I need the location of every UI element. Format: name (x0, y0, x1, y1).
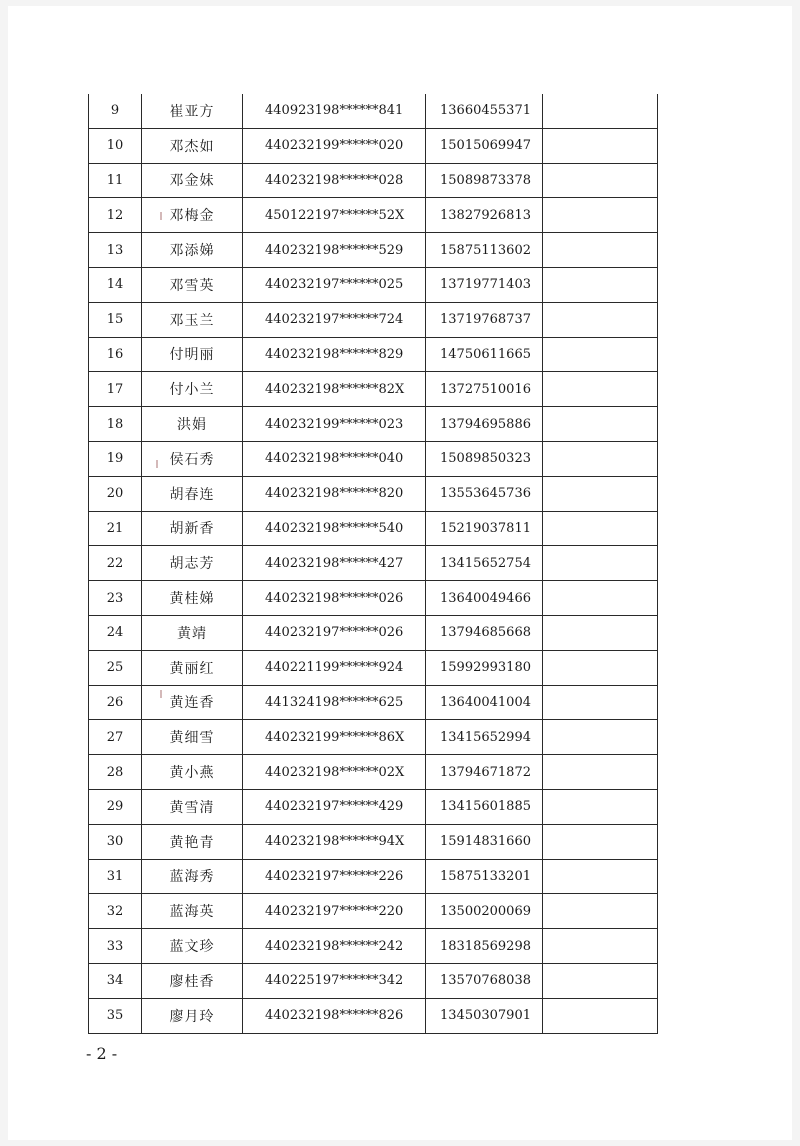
id-number: 440232199******020 (243, 128, 426, 163)
note-cell (543, 720, 658, 755)
person-name: 廖桂香 (142, 963, 243, 998)
table-row (89, 372, 658, 407)
row-index: 21 (89, 511, 142, 546)
table-row (89, 476, 658, 511)
phone-number: 13727510016 (426, 372, 543, 407)
phone-number: 15089850323 (426, 441, 543, 476)
table-row (89, 859, 658, 894)
person-name: 胡春连 (142, 476, 243, 511)
phone-number: 15219037811 (426, 511, 543, 546)
person-name: 黄小燕 (142, 755, 243, 790)
note-cell (543, 198, 658, 233)
person-name: 黄艳青 (142, 824, 243, 859)
table-row (89, 929, 658, 964)
id-number: 440232197******226 (243, 859, 426, 894)
person-name: 邓雪英 (142, 267, 243, 302)
note-cell (543, 94, 658, 128)
table-row (89, 894, 658, 929)
note-cell (543, 824, 658, 859)
row-index: 30 (89, 824, 142, 859)
phone-number: 13640041004 (426, 685, 543, 720)
person-name: 蓝海秀 (142, 859, 243, 894)
phone-number: 14750611665 (426, 337, 543, 372)
id-number: 440232197******220 (243, 894, 426, 929)
phone-number: 13827926813 (426, 198, 543, 233)
table-row (89, 441, 658, 476)
id-number: 450122197******52X (243, 198, 426, 233)
person-name: 付小兰 (142, 372, 243, 407)
phone-number: 13450307901 (426, 998, 543, 1033)
id-number: 440232198******540 (243, 511, 426, 546)
table-row (89, 94, 658, 128)
table-row (89, 267, 658, 302)
note-cell (543, 476, 658, 511)
note-cell (543, 267, 658, 302)
note-cell (543, 929, 658, 964)
row-index: 17 (89, 372, 142, 407)
note-cell (543, 615, 658, 650)
person-name: 蓝海英 (142, 894, 243, 929)
id-number: 440221199******924 (243, 650, 426, 685)
scan-speck (160, 212, 162, 220)
note-cell (543, 407, 658, 442)
row-index: 14 (89, 267, 142, 302)
table-row (89, 789, 658, 824)
table-row (89, 407, 658, 442)
row-index: 20 (89, 476, 142, 511)
row-index: 26 (89, 685, 142, 720)
note-cell (543, 546, 658, 581)
phone-number: 13640049466 (426, 581, 543, 616)
id-number: 440232198******242 (243, 929, 426, 964)
note-cell (543, 998, 658, 1033)
row-index: 19 (89, 441, 142, 476)
person-name: 邓玉兰 (142, 302, 243, 337)
id-number: 440923198******841 (243, 94, 426, 128)
row-index: 16 (89, 337, 142, 372)
note-cell (543, 302, 658, 337)
page-number: - 2 - (86, 1044, 118, 1063)
note-cell (543, 789, 658, 824)
row-index: 15 (89, 302, 142, 337)
table-row (89, 163, 658, 198)
row-index: 32 (89, 894, 142, 929)
row-index: 10 (89, 128, 142, 163)
note-cell (543, 511, 658, 546)
note-cell (543, 337, 658, 372)
id-number: 440232198******820 (243, 476, 426, 511)
person-name: 胡志芳 (142, 546, 243, 581)
person-name: 黄丽红 (142, 650, 243, 685)
phone-number: 13415652754 (426, 546, 543, 581)
row-index: 34 (89, 963, 142, 998)
table-row (89, 233, 658, 268)
row-index: 28 (89, 755, 142, 790)
person-name: 黄连香 (142, 685, 243, 720)
id-number: 440232198******040 (243, 441, 426, 476)
person-name: 黄靖 (142, 615, 243, 650)
phone-number: 13719768737 (426, 302, 543, 337)
note-cell (543, 581, 658, 616)
id-number: 440232198******826 (243, 998, 426, 1033)
note-cell (543, 233, 658, 268)
person-name: 洪娟 (142, 407, 243, 442)
row-index: 33 (89, 929, 142, 964)
phone-number: 13794695886 (426, 407, 543, 442)
note-cell (543, 685, 658, 720)
id-number: 440232198******82X (243, 372, 426, 407)
note-cell (543, 441, 658, 476)
scan-speck (156, 460, 158, 468)
table-row (89, 998, 658, 1033)
table-row (89, 581, 658, 616)
table-row (89, 720, 658, 755)
person-name: 崔亚方 (142, 94, 243, 128)
id-number: 440232199******023 (243, 407, 426, 442)
phone-number: 13415601885 (426, 789, 543, 824)
phone-number: 13553645736 (426, 476, 543, 511)
id-number: 440232198******94X (243, 824, 426, 859)
person-name: 邓梅金 (142, 198, 243, 233)
row-index: 35 (89, 998, 142, 1033)
note-cell (543, 894, 658, 929)
table-row (89, 337, 658, 372)
row-index: 18 (89, 407, 142, 442)
person-name: 邓添娣 (142, 233, 243, 268)
person-name: 廖月玲 (142, 998, 243, 1033)
phone-number: 15875113602 (426, 233, 543, 268)
table-row (89, 302, 658, 337)
phone-number: 18318569298 (426, 929, 543, 964)
phone-number: 13570768038 (426, 963, 543, 998)
table-row (89, 198, 658, 233)
id-number: 440232197******025 (243, 267, 426, 302)
table-row (89, 650, 658, 685)
phone-number: 13500200069 (426, 894, 543, 929)
phone-number: 13660455371 (426, 94, 543, 128)
person-name: 黄桂娣 (142, 581, 243, 616)
id-number: 440232197******026 (243, 615, 426, 650)
note-cell (543, 128, 658, 163)
phone-number: 15089873378 (426, 163, 543, 198)
id-number: 440232197******429 (243, 789, 426, 824)
table-row (89, 615, 658, 650)
id-number: 440232198******02X (243, 755, 426, 790)
id-number: 440232198******427 (243, 546, 426, 581)
note-cell (543, 372, 658, 407)
person-name: 侯石秀 (142, 441, 243, 476)
table-row (89, 128, 658, 163)
phone-number: 15914831660 (426, 824, 543, 859)
row-index: 11 (89, 163, 142, 198)
row-index: 23 (89, 581, 142, 616)
note-cell (543, 755, 658, 790)
roster-table (88, 94, 658, 1034)
row-index: 29 (89, 789, 142, 824)
id-number: 440225197******342 (243, 963, 426, 998)
phone-number: 15015069947 (426, 128, 543, 163)
person-name: 胡新香 (142, 511, 243, 546)
row-index: 27 (89, 720, 142, 755)
phone-number: 13794685668 (426, 615, 543, 650)
phone-number: 15992993180 (426, 650, 543, 685)
row-index: 12 (89, 198, 142, 233)
person-name: 邓金妹 (142, 163, 243, 198)
row-index: 31 (89, 859, 142, 894)
roster-table-body (89, 94, 658, 1033)
row-index: 9 (89, 94, 142, 128)
phone-number: 13719771403 (426, 267, 543, 302)
person-name: 蓝文珍 (142, 929, 243, 964)
table-row (89, 824, 658, 859)
table-row (89, 511, 658, 546)
row-index: 25 (89, 650, 142, 685)
phone-number: 13794671872 (426, 755, 543, 790)
note-cell (543, 163, 658, 198)
scan-speck (160, 690, 162, 698)
row-index: 22 (89, 546, 142, 581)
table-row (89, 546, 658, 581)
person-name: 邓杰如 (142, 128, 243, 163)
id-number: 440232198******026 (243, 581, 426, 616)
person-name: 黄细雪 (142, 720, 243, 755)
note-cell (543, 963, 658, 998)
note-cell (543, 650, 658, 685)
id-number: 441324198******625 (243, 685, 426, 720)
table-row (89, 685, 658, 720)
id-number: 440232199******86X (243, 720, 426, 755)
table-row (89, 963, 658, 998)
id-number: 440232198******829 (243, 337, 426, 372)
id-number: 440232198******028 (243, 163, 426, 198)
table-row (89, 755, 658, 790)
row-index: 13 (89, 233, 142, 268)
person-name: 付明丽 (142, 337, 243, 372)
id-number: 440232197******724 (243, 302, 426, 337)
person-name: 黄雪清 (142, 789, 243, 824)
id-number: 440232198******529 (243, 233, 426, 268)
row-index: 24 (89, 615, 142, 650)
note-cell (543, 859, 658, 894)
phone-number: 13415652994 (426, 720, 543, 755)
phone-number: 15875133201 (426, 859, 543, 894)
